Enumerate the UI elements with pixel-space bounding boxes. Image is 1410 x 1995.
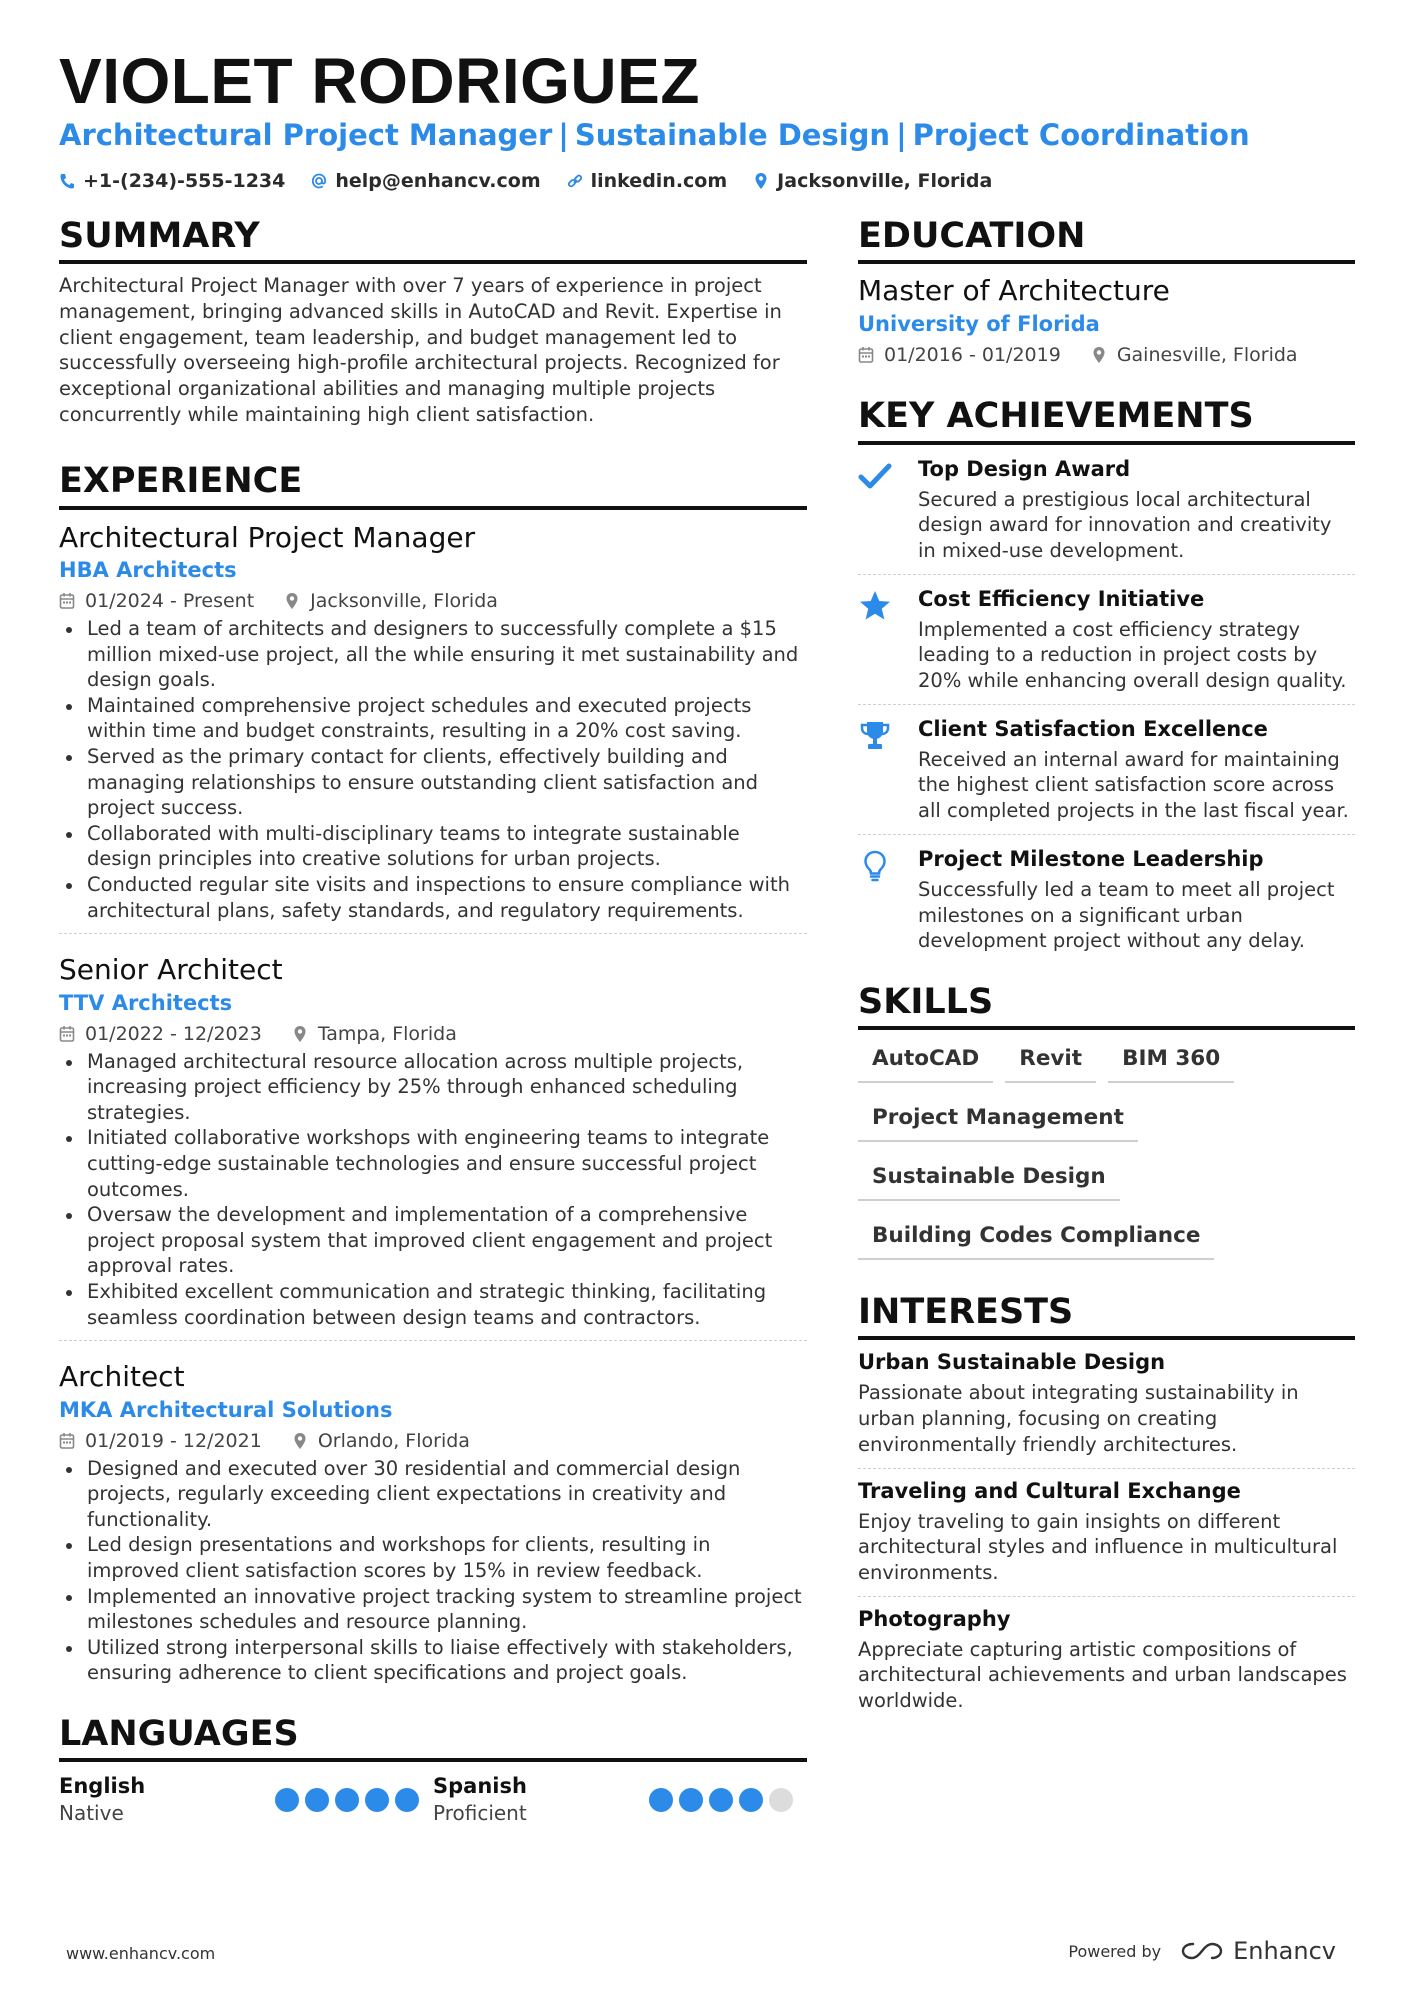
location-pin-icon (292, 1025, 308, 1043)
calendar-icon (59, 1432, 75, 1450)
achievement-title: Client Satisfaction Excellence (918, 716, 1268, 741)
experience-title: EXPERIENCE (59, 461, 807, 509)
rating-dot-filled (395, 1788, 419, 1812)
bullet-item: Implemented an innovative project tracking system to streamline project milestones schedules and resource planning. (59, 1584, 807, 1635)
rating-dot-filled (709, 1788, 733, 1812)
bullet-item: Conducted regular site visits and inspections to ensure compliance with architectural plans, safety standards, and regulatory requirements. (59, 872, 807, 923)
location-pin-icon (753, 172, 769, 190)
job-title: Architectural Project Manager (59, 520, 476, 554)
location-text: Jacksonville, Florida (777, 170, 993, 192)
left-column (59, 216, 807, 1825)
at-icon (311, 172, 327, 190)
job-entry (59, 934, 807, 1341)
bullet-item: Served as the primary contact for clients, effectively building and managing relationships to ensure outstanding client satisfaction and project success. (59, 744, 807, 821)
job-title: Architect (59, 1360, 185, 1394)
interest-item (858, 1340, 1355, 1467)
interests-title: INTERESTS (858, 1292, 1355, 1340)
email-text: help@enhancv.com (335, 170, 541, 192)
summary-text: Architectural Project Manager with over 7 years of experience in project management, bringing advanced skills in AutoCAD and Revit. Expertise in client engagement, team leadership, and budget management led to successfully overseeing high-profile architectural projects. Recognized for exceptional organizational abilities and managing multiple projects concurrently while maintaining high client satisfaction. (59, 274, 782, 426)
languages-list (59, 1774, 807, 1825)
right-column (858, 216, 1355, 1724)
footer-branding (1068, 1937, 1336, 1965)
interest-desc: Enjoy traveling to gain insights on different architectural styles and influence in multicultural environments. (858, 1509, 1338, 1584)
contact-link[interactable] (567, 170, 728, 192)
rating-dot-empty (769, 1788, 793, 1812)
brand-name: Enhancv (1233, 1937, 1336, 1965)
skill-tag: AutoCAD (858, 1038, 993, 1083)
headline-separator: | (558, 118, 569, 152)
contact-location (753, 170, 992, 192)
enhancv-logo-icon (1179, 1939, 1225, 1963)
achievements-section (858, 396, 1355, 964)
link-icon (567, 172, 583, 190)
link-text: linkedin.com (590, 170, 728, 192)
bullet-item: Led a team of architects and designers to successfully complete a $15 million mixed-use project, all the while ensuring it met sustainability and design goals. (59, 616, 807, 693)
star-icon (858, 587, 918, 694)
bullet-item: Managed architectural resource allocation across multiple projects, increasing project efficiency by 25% through enhanced scheduling strategies. (59, 1049, 807, 1126)
achievements-title: KEY ACHIEVEMENTS (858, 396, 1355, 444)
calendar-icon (59, 1025, 75, 1043)
footer-website[interactable]: www.enhancv.com (66, 1944, 216, 1963)
achievement-item (858, 834, 1355, 964)
bullet-item: Exhibited excellent communication and strategic thinking, facilitating seamless coordination between design teams and contractors. (59, 1279, 807, 1330)
interest-item (858, 1596, 1355, 1724)
candidate-name: VIOLET RODRIGUEZ (59, 45, 700, 117)
skills-section (858, 982, 1355, 1274)
job-entry (59, 520, 807, 935)
skills-title: SKILLS (858, 982, 1355, 1030)
interests-section (858, 1292, 1355, 1724)
bullet-item: Led design presentations and workshops for clients, resulting in improved client satisfaction scores by 15% in review feedback. (59, 1532, 807, 1583)
achievement-desc: Secured a prestigious local architectural design award for innovation and creativity in mixed-use development. (918, 487, 1332, 562)
skills-list (858, 1038, 1355, 1274)
skill-tag: Project Management (858, 1097, 1138, 1142)
job-dates: 01/2022 - 12/2023 (85, 1022, 262, 1045)
job-dates: 01/2024 - Present (85, 590, 255, 613)
job-title: Senior Architect (59, 953, 283, 987)
job-meta (59, 1430, 807, 1452)
headline-separator: | (896, 118, 907, 152)
education-meta (858, 344, 1355, 366)
education-dates: 01/2016 - 01/2019 (884, 344, 1061, 367)
rating-dot-filled (335, 1788, 359, 1812)
achievement-item (858, 574, 1355, 704)
achievement-item (858, 445, 1355, 574)
company-name: HBA Architects (59, 558, 237, 583)
interest-desc: Passionate about integrating sustainability in urban planning, focusing on creating environmentally friendly architectures. (858, 1381, 1299, 1456)
interest-title: Traveling and Cultural Exchange (858, 1478, 1241, 1503)
achievement-title: Top Design Award (918, 456, 1131, 481)
languages-title: LANGUAGES (59, 1714, 807, 1762)
summary-section (59, 216, 807, 427)
languages-section (59, 1714, 807, 1825)
achievement-desc: Received an internal award for maintaining the highest client satisfaction score across all completed projects in the last fiscal year. (918, 747, 1349, 823)
brand-logo[interactable] (1179, 1937, 1336, 1965)
language-rating (275, 1788, 419, 1825)
location-pin-icon (1091, 346, 1107, 364)
bullet-item: Collaborated with multi-disciplinary teams to integrate sustainable design principles into creative solutions for urban projects. (59, 821, 807, 872)
job-bullets (59, 1049, 807, 1331)
experience-section (59, 461, 807, 1695)
contact-bar (59, 170, 992, 192)
achievement-item (858, 704, 1355, 834)
job-meta (59, 1023, 807, 1045)
skill-tag: Revit (1005, 1038, 1096, 1083)
language-rating (649, 1788, 793, 1825)
skill-tag: Building Codes Compliance (858, 1215, 1214, 1260)
location-pin-icon (284, 592, 300, 610)
achievement-desc: Implemented a cost efficiency strategy leading to a reduction in project costs by 20% while enhancing overall design quality. (918, 617, 1347, 693)
rating-dot-filled (275, 1788, 299, 1812)
education-title: EDUCATION (858, 216, 1355, 264)
achievement-title: Cost Efficiency Initiative (918, 586, 1205, 611)
calendar-icon (858, 346, 874, 364)
headline (59, 118, 1250, 152)
contact-email[interactable] (311, 170, 540, 192)
school-name: University of Florida (858, 312, 1100, 337)
job-dates: 01/2019 - 12/2021 (85, 1429, 262, 1452)
location-pin-icon (292, 1432, 308, 1450)
headline-role: Architectural Project Manager (59, 118, 553, 152)
language-name: English (59, 1774, 146, 1799)
job-location: Jacksonville, Florida (310, 590, 498, 613)
contact-phone[interactable] (59, 170, 285, 192)
education-location: Gainesville, Florida (1116, 344, 1298, 367)
job-bullets (59, 1456, 807, 1686)
lightbulb-icon (858, 847, 918, 954)
rating-dot-filled (365, 1788, 389, 1812)
language-item (59, 1774, 433, 1825)
skill-tag: BIM 360 (1108, 1038, 1234, 1083)
job-meta (59, 590, 807, 612)
job-location: Orlando, Florida (317, 1429, 470, 1452)
bullet-item: Utilized strong interpersonal skills to liaise effectively with stakeholders, ensuring adherence to client specifications and project goals. (59, 1635, 807, 1686)
rating-dot-filled (679, 1788, 703, 1812)
phone-icon (59, 172, 75, 190)
language-level: Native (59, 1801, 124, 1826)
job-entry (59, 1341, 807, 1696)
bullet-item: Initiated collaborative workshops with engineering teams to integrate cutting-edge sustainable technologies and ensure successful project outcomes. (59, 1125, 807, 1202)
language-name: Spanish (433, 1774, 527, 1799)
headline-skill-1: Sustainable Design (574, 118, 891, 152)
education-section (858, 216, 1355, 366)
job-bullets (59, 616, 807, 923)
bullet-item: Oversaw the development and implementation of a comprehensive project proposal system that improved client engagement and project approval rates. (59, 1202, 807, 1279)
company-name: TTV Architects (59, 990, 233, 1015)
phone-text: +1-(234)-555-1234 (83, 170, 286, 192)
degree: Master of Architecture (858, 274, 1170, 308)
language-level: Proficient (433, 1801, 527, 1826)
interest-desc: Appreciate capturing artistic compositions of architectural achievements and urban landscapes worldwide. (858, 1637, 1347, 1713)
language-item (433, 1774, 807, 1825)
job-location: Tampa, Florida (317, 1022, 457, 1045)
trophy-icon (858, 717, 918, 824)
interest-item (858, 1468, 1355, 1596)
checkmark-icon (858, 457, 918, 564)
interest-title: Photography (858, 1606, 1011, 1631)
rating-dot-filled (305, 1788, 329, 1812)
skill-tag: Sustainable Design (858, 1156, 1120, 1201)
rating-dot-filled (739, 1788, 763, 1812)
calendar-icon (59, 592, 75, 610)
achievement-title: Project Milestone Leadership (918, 846, 1264, 871)
achievement-desc: Successfully led a team to meet all project milestones on a significant urban development project without any delay. (918, 877, 1335, 953)
bullet-item: Designed and executed over 30 residential and commercial design projects, regularly exceeding client expectations in creativity and functionality. (59, 1456, 807, 1533)
company-name: MKA Architectural Solutions (59, 1397, 393, 1422)
powered-by-text: Powered by (1068, 1941, 1162, 1961)
headline-skill-2: Project Coordination (912, 118, 1250, 152)
interest-title: Urban Sustainable Design (858, 1350, 1166, 1375)
rating-dot-filled (649, 1788, 673, 1812)
summary-title: SUMMARY (59, 216, 807, 264)
bullet-item: Maintained comprehensive project schedules and executed projects within time and budget constraints, resulting in a 20% cost saving. (59, 693, 807, 744)
